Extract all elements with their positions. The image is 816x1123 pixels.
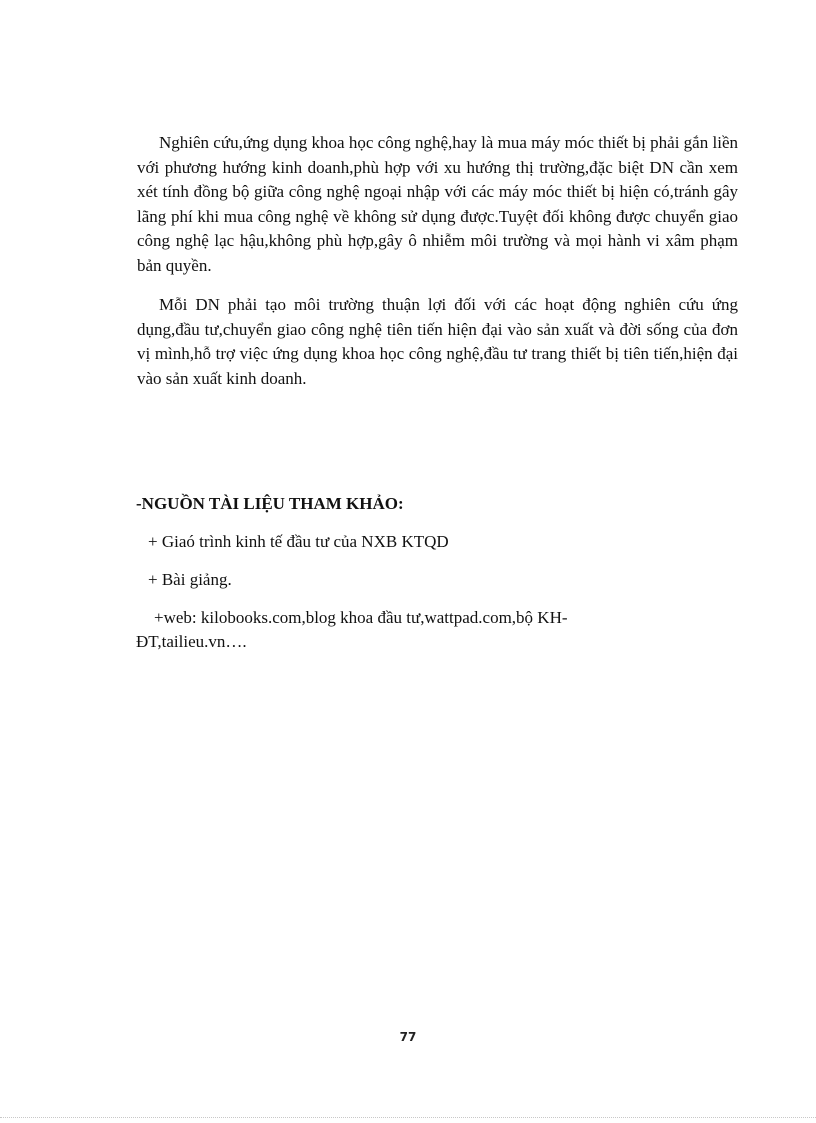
- page-number: 77: [399, 1030, 417, 1044]
- references-heading: -NGUỒN TÀI LIỆU THAM KHẢO:: [136, 494, 404, 513]
- reference-item-websites: +web: kilobooks.com,blog khoa đầu tư,wattpad.com,bộ KH-ĐT,tailieu.vn….: [136, 608, 568, 651]
- body-paragraph-2: Mỗi DN phải tạo môi trường thuận lợi đối với các hoạt động nghiên cứu ứng dụng,đầu tư,chuyển giao công nghệ tiên tiến hiện đại vào sản xuất và đời sống của đơn vị mình,hỗ trợ việc ứng dụng khoa học công nghệ,đầu tư trang thiết bị tiên tiến,hiện đại vào sản xuất kinh doanh.: [137, 295, 738, 388]
- body-paragraph-1: Nghiên cứu,ứng dụng khoa học công nghệ,hay là mua máy móc thiết bị phải gắn liền với phương hướng kinh doanh,phù hợp với xu hướng thị trường,đặc biệt DN cần xem xét tính đồng bộ giữa công nghệ ngoại nhập với các máy móc thiết bị hiện có,tránh gây lãng phí khi mua công nghệ về không sử dụng được.Tuyệt đối không được chuyển giao công nghệ lạc hậu,không phù hợp,gây ô nhiễm môi trường và mọi hành vi xâm phạm bản quyền.: [137, 133, 738, 275]
- reference-item-lectures: + Bài giảng.: [148, 570, 232, 589]
- reference-item-textbook: + Giaó trình kinh tế đầu tư của NXB KTQD: [148, 532, 449, 551]
- page-bottom-rule: [0, 1117, 816, 1118]
